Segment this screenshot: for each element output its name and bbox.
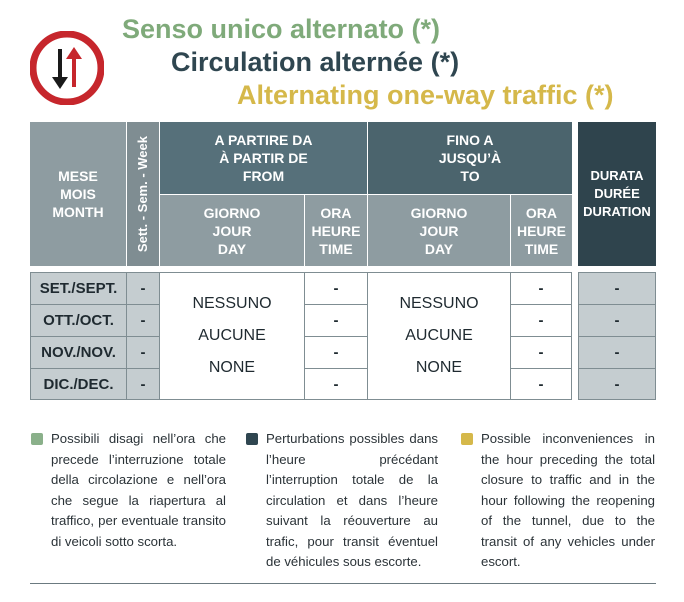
table-row-duration: - bbox=[579, 369, 655, 399]
table-row-to-time: - bbox=[511, 273, 571, 304]
header-week: Sett. - Sem. - Week bbox=[135, 135, 150, 253]
none-english: NONE bbox=[415, 359, 463, 376]
header-month: MESE MOIS MONTH bbox=[30, 122, 126, 266]
table-row-to-time: - bbox=[511, 369, 571, 399]
note-italian-text: Possibili disagi nell’ora che precede l’interruzione totale della circolazione e nell’ora che segue la riapertura al traffico, per eventuale transito di veicoli sotto scorta. bbox=[51, 431, 226, 549]
note-french bbox=[266, 429, 438, 573]
header-from-time: ORA HEURE TIME bbox=[305, 195, 367, 266]
none-italian: NESSUNO bbox=[399, 295, 479, 312]
table-row-from-time: - bbox=[305, 305, 367, 336]
table-row-to-time: - bbox=[511, 337, 571, 368]
note-english-text: Possible inconveniences in the hour preceding the total closure to traffic and in the hour following the reopening of the tunnel, due to the transit of any vehicles under escort. bbox=[481, 431, 655, 569]
header-from-day: GIORNO JOUR DAY bbox=[160, 195, 304, 266]
table-row-week: - bbox=[127, 305, 159, 336]
table-row-month: DIC./DEC. bbox=[31, 369, 126, 399]
bottom-divider bbox=[30, 583, 656, 584]
yellow-bullet-icon bbox=[461, 433, 473, 445]
table-row-from-time: - bbox=[305, 273, 367, 304]
table-row-week: - bbox=[127, 273, 159, 304]
title-english: Alternating one-way traffic (*) bbox=[237, 80, 614, 110]
note-english bbox=[481, 429, 655, 573]
table-row-from-time: - bbox=[305, 369, 367, 399]
none-french: AUCUNE bbox=[198, 327, 266, 344]
table-row-week: - bbox=[127, 369, 159, 399]
header-from: A PARTIRE DA À PARTIR DE FROM bbox=[160, 122, 367, 194]
dark-bullet-icon bbox=[246, 433, 258, 445]
green-bullet-icon bbox=[31, 433, 43, 445]
table-row-month: SET./SEPT. bbox=[31, 273, 126, 304]
none-italian: NESSUNO bbox=[192, 295, 272, 312]
table-row-week: - bbox=[127, 337, 159, 368]
note-italian bbox=[51, 429, 226, 552]
table-row-duration: - bbox=[579, 337, 655, 368]
title-italian: Senso unico alternato (*) bbox=[122, 14, 441, 44]
alternating-traffic-sign-icon bbox=[30, 31, 104, 105]
table-row-month: NOV./NOV. bbox=[31, 337, 126, 368]
header-to-day: GIORNO JOUR DAY bbox=[368, 195, 510, 266]
none-french: AUCUNE bbox=[405, 327, 473, 344]
header-duration: DURATA DURÉE DURATION bbox=[578, 122, 656, 266]
header-to-time: ORA HEURE TIME bbox=[511, 195, 572, 266]
header-week-cell bbox=[127, 122, 159, 266]
table-row-from-time: - bbox=[305, 337, 367, 368]
header-to: FINO A JUSQU’À TO bbox=[368, 122, 572, 194]
table-row-duration: - bbox=[579, 273, 655, 304]
none-english: NONE bbox=[208, 359, 256, 376]
note-french-text: Perturbations possibles dans l’heure précédant l’interruption totale de la circulation et dans l’heure suivant la réouverture au trafic, pour transit éventuel de véhicules sous escorte. bbox=[266, 431, 438, 569]
title-french: Circulation alternée (*) bbox=[171, 47, 460, 77]
table-row-to-time: - bbox=[511, 305, 571, 336]
table-row-month: OTT./OCT. bbox=[31, 305, 126, 336]
table-row-duration: - bbox=[579, 305, 655, 336]
from-day-none-block bbox=[160, 273, 304, 399]
to-day-none-block bbox=[368, 273, 510, 399]
